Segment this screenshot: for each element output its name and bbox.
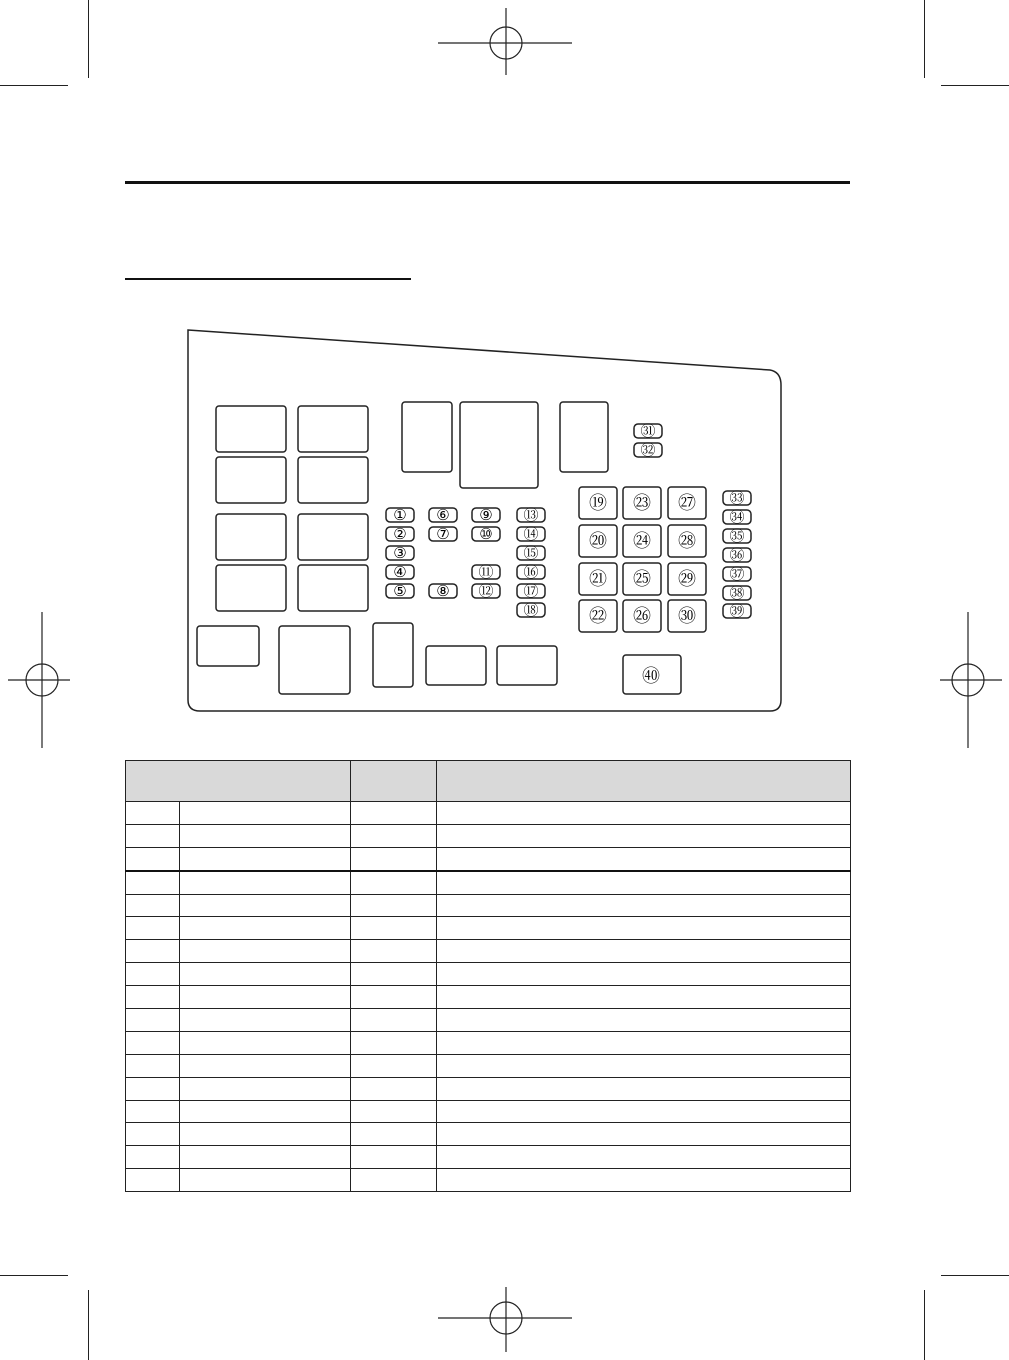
fuse-number: ⑤ bbox=[393, 582, 407, 600]
table-cell bbox=[126, 917, 180, 940]
fuse-number: ⑬ bbox=[523, 506, 539, 524]
table-cell bbox=[351, 894, 437, 917]
table-cell bbox=[180, 1123, 351, 1146]
table-row bbox=[126, 1123, 851, 1146]
fuse-number: ⑭ bbox=[523, 525, 539, 543]
table-cell bbox=[351, 1009, 437, 1032]
relay bbox=[279, 626, 350, 694]
fuse-number: ㉚ bbox=[678, 606, 696, 627]
table-cell bbox=[126, 940, 180, 963]
table-cell bbox=[180, 847, 351, 870]
relay bbox=[497, 646, 557, 685]
fuse-number: ㊲ bbox=[729, 565, 745, 583]
table-row bbox=[126, 1146, 851, 1169]
table-cell bbox=[437, 802, 851, 825]
fuse-number: ⑩ bbox=[479, 525, 493, 543]
table-cell bbox=[126, 1169, 180, 1192]
table-cell bbox=[180, 963, 351, 986]
table-cell bbox=[437, 894, 851, 917]
table-cell bbox=[437, 1146, 851, 1169]
table-cell bbox=[437, 1009, 851, 1032]
table-cell bbox=[126, 1031, 180, 1054]
table-cell bbox=[351, 1031, 437, 1054]
relay bbox=[402, 402, 452, 472]
fuse-number: ㉒ bbox=[589, 606, 607, 627]
table-cell bbox=[180, 986, 351, 1009]
table-cell bbox=[437, 871, 851, 894]
header-fuse bbox=[126, 761, 351, 802]
table-row bbox=[126, 1031, 851, 1054]
table-cell bbox=[180, 1009, 351, 1032]
fuse-number: ② bbox=[393, 525, 407, 543]
table-cell bbox=[351, 917, 437, 940]
fuse-number: ⑥ bbox=[436, 506, 450, 524]
table-header-row bbox=[126, 761, 851, 802]
relay bbox=[426, 646, 486, 685]
fuse-number: ⑱ bbox=[523, 601, 539, 619]
table-cell bbox=[126, 894, 180, 917]
fuse-number: ㉞ bbox=[729, 508, 745, 526]
fuse-number: ⑨ bbox=[479, 506, 493, 524]
fuse-number: ㉜ bbox=[640, 441, 656, 459]
table-cell bbox=[126, 1077, 180, 1100]
table-cell bbox=[180, 917, 351, 940]
fuse-number: ㉛ bbox=[640, 422, 656, 440]
fuse-number: ㉝ bbox=[729, 489, 745, 507]
table-cell bbox=[126, 1100, 180, 1123]
fuse-number: ㉘ bbox=[678, 531, 696, 552]
fuse-number: ⑳ bbox=[589, 531, 607, 552]
fuse-table bbox=[125, 760, 851, 1192]
header-circuit bbox=[437, 761, 851, 802]
table-row bbox=[126, 940, 851, 963]
relay bbox=[216, 457, 286, 503]
table-cell bbox=[180, 1031, 351, 1054]
table-cell bbox=[180, 1100, 351, 1123]
table-cell bbox=[437, 917, 851, 940]
table-cell bbox=[180, 1146, 351, 1169]
table-row bbox=[126, 871, 851, 894]
fuse-number: ④ bbox=[393, 563, 407, 581]
table-cell bbox=[180, 824, 351, 847]
table-cell bbox=[351, 1100, 437, 1123]
table-cell bbox=[126, 986, 180, 1009]
relay bbox=[197, 626, 259, 666]
table-cell bbox=[437, 847, 851, 870]
fuse-number: ㉔ bbox=[633, 531, 651, 552]
table-cell bbox=[437, 1031, 851, 1054]
fuse-number: ⑰ bbox=[523, 582, 539, 600]
table-cell bbox=[351, 940, 437, 963]
fuse-number: ⑪ bbox=[478, 563, 494, 581]
table-cell bbox=[126, 847, 180, 870]
fuse-number: ⑯ bbox=[523, 563, 539, 581]
table-cell bbox=[180, 940, 351, 963]
relay bbox=[216, 406, 286, 452]
relay bbox=[298, 565, 368, 611]
table-cell bbox=[351, 986, 437, 1009]
table-cell bbox=[126, 802, 180, 825]
relay bbox=[298, 457, 368, 503]
table-cell bbox=[351, 1146, 437, 1169]
table-cell bbox=[351, 1054, 437, 1077]
table-cell bbox=[437, 1123, 851, 1146]
fuse-number: ㉗ bbox=[678, 493, 696, 514]
fuse-number: ⑦ bbox=[436, 525, 450, 543]
table-cell bbox=[437, 940, 851, 963]
table-row bbox=[126, 1009, 851, 1032]
table-cell bbox=[180, 1169, 351, 1192]
table-row bbox=[126, 1100, 851, 1123]
fuse-number: ㊴ bbox=[729, 602, 745, 620]
table-cell bbox=[180, 1054, 351, 1077]
table-cell bbox=[437, 824, 851, 847]
relay bbox=[460, 402, 538, 488]
table-cell bbox=[351, 1077, 437, 1100]
fuse-number: ㉙ bbox=[678, 569, 696, 590]
table-row bbox=[126, 802, 851, 825]
table-cell bbox=[126, 824, 180, 847]
fuse-number: ㊱ bbox=[729, 546, 745, 564]
table-cell bbox=[351, 1123, 437, 1146]
table-row bbox=[126, 1077, 851, 1100]
fuse-number: ㊳ bbox=[729, 584, 745, 602]
fuse-number: ㊵ bbox=[642, 666, 660, 687]
table-row bbox=[126, 917, 851, 940]
table-row bbox=[126, 1054, 851, 1077]
table-cell bbox=[437, 963, 851, 986]
table-row bbox=[126, 824, 851, 847]
table-cell bbox=[351, 824, 437, 847]
fuse-number: ㉓ bbox=[633, 493, 651, 514]
table-cell bbox=[351, 963, 437, 986]
table-cell bbox=[180, 1077, 351, 1100]
table-cell bbox=[437, 1054, 851, 1077]
table-row bbox=[126, 986, 851, 1009]
relay bbox=[373, 623, 413, 687]
fuse-number: ⑲ bbox=[589, 493, 607, 514]
table-cell bbox=[126, 1146, 180, 1169]
relay bbox=[298, 514, 368, 560]
table-cell bbox=[351, 871, 437, 894]
table-cell bbox=[437, 1169, 851, 1192]
table-row bbox=[126, 847, 851, 870]
fuse-number: ⑧ bbox=[436, 582, 450, 600]
fuse-number: ㉕ bbox=[633, 569, 651, 590]
header-rating bbox=[351, 761, 437, 802]
fuse-number: ㉖ bbox=[633, 606, 651, 627]
table-cell bbox=[351, 1169, 437, 1192]
table-cell bbox=[126, 1009, 180, 1032]
table-cell bbox=[126, 963, 180, 986]
table-cell bbox=[126, 871, 180, 894]
relay bbox=[216, 565, 286, 611]
table-cell bbox=[180, 894, 351, 917]
table-cell bbox=[351, 802, 437, 825]
fuse-number: ⑫ bbox=[478, 582, 494, 600]
table-cell bbox=[126, 1123, 180, 1146]
table-row bbox=[126, 963, 851, 986]
table-cell bbox=[126, 1054, 180, 1077]
relay bbox=[216, 514, 286, 560]
fuse-number: ① bbox=[393, 506, 407, 524]
table-row bbox=[126, 894, 851, 917]
table-cell bbox=[180, 871, 351, 894]
table-row bbox=[126, 1169, 851, 1192]
table-cell bbox=[437, 1100, 851, 1123]
table-cell bbox=[437, 1077, 851, 1100]
table-cell bbox=[437, 986, 851, 1009]
fuse-number: ㉑ bbox=[589, 569, 607, 590]
table-cell bbox=[180, 802, 351, 825]
relay bbox=[560, 402, 608, 472]
fuse-number: ㉟ bbox=[729, 527, 745, 545]
table-cell bbox=[351, 847, 437, 870]
fuse-number: ⑮ bbox=[523, 544, 539, 562]
relay bbox=[298, 406, 368, 452]
fuse-number: ③ bbox=[393, 544, 407, 562]
